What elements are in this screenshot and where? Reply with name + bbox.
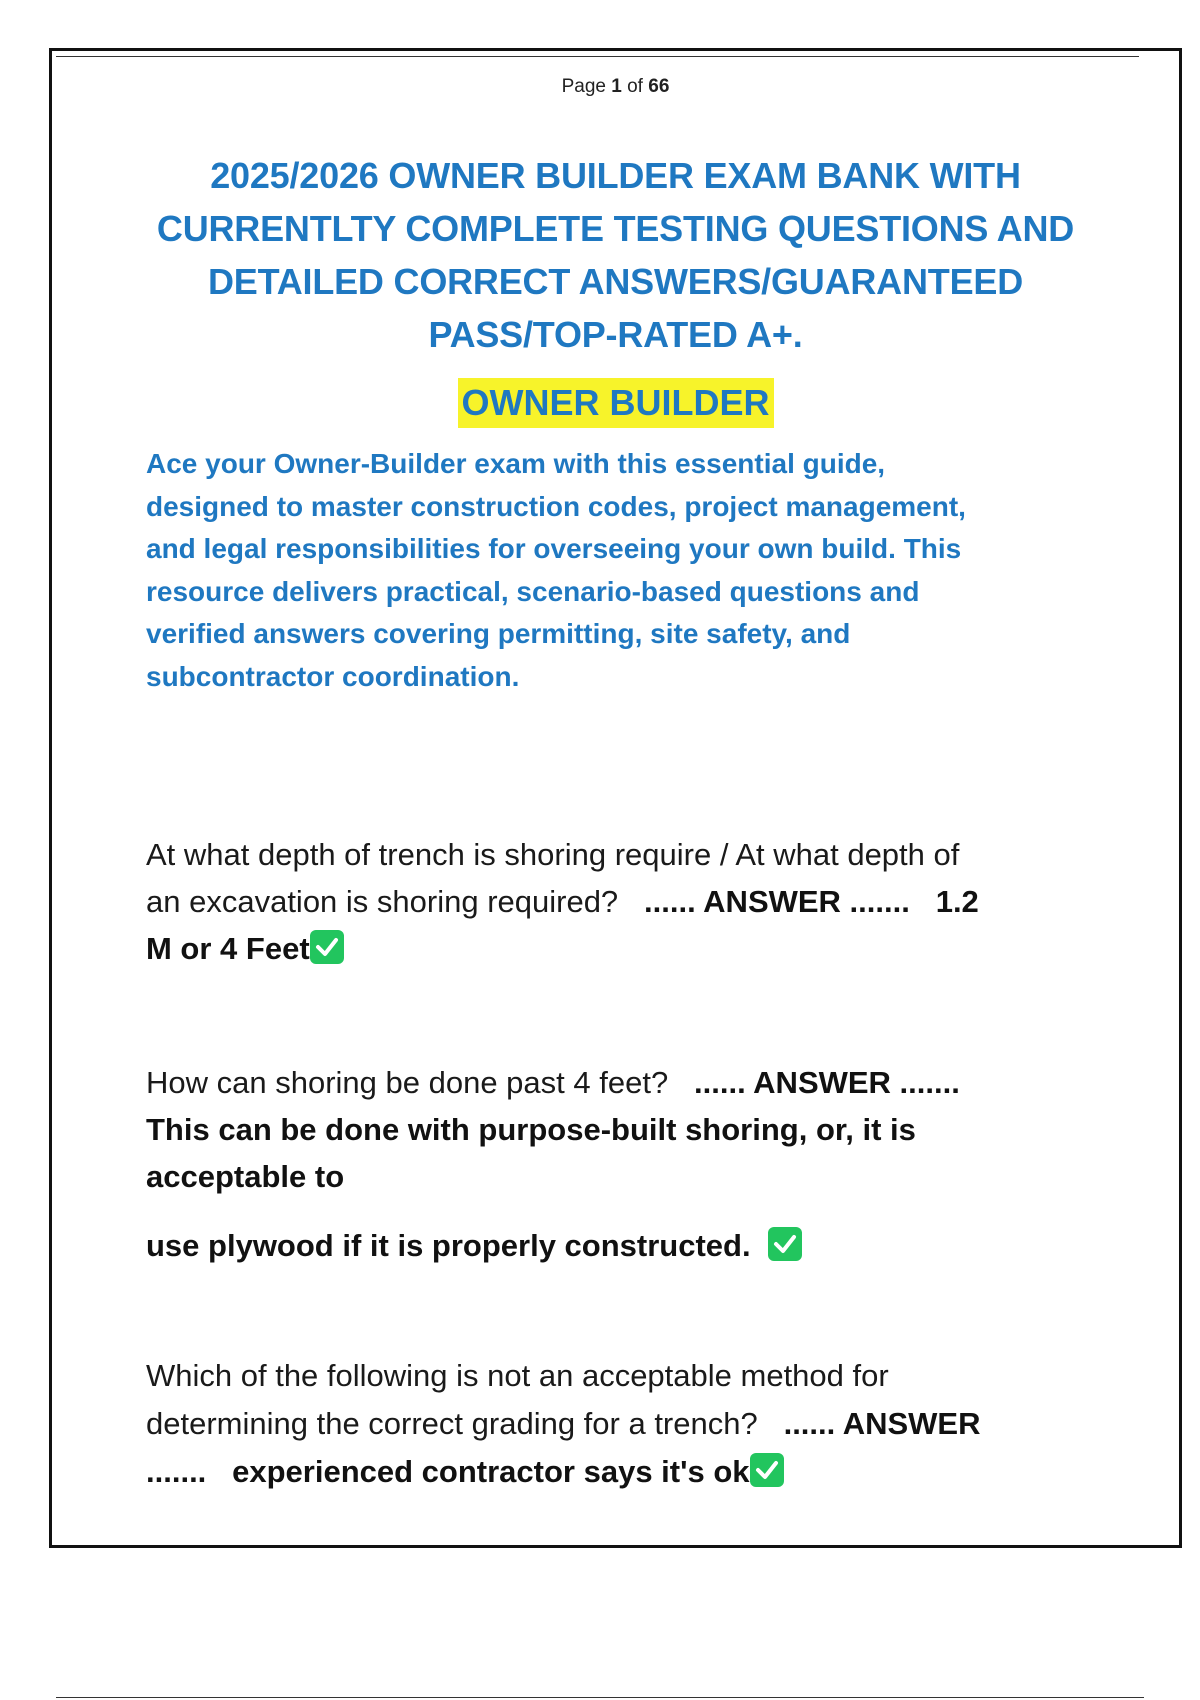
question-text: an excavation is shoring required? (146, 884, 619, 919)
intro-line: Ace your Owner-Builder exam with this essential guide, (146, 448, 886, 479)
intro-paragraph (146, 443, 1106, 699)
qa-line (146, 1059, 1136, 1106)
next-page-rule (56, 1697, 1144, 1698)
check-mark-icon (768, 1227, 802, 1261)
page-number (52, 76, 1179, 98)
answer-text: experienced contractor says it's ok (232, 1454, 750, 1489)
answer-text: M or 4 Feet (146, 931, 310, 966)
qa-item-1 (146, 831, 1136, 972)
header-rule (56, 56, 1139, 57)
qa-line (146, 925, 1136, 972)
check-mark-icon (310, 930, 344, 964)
page-number-total: 66 (648, 76, 670, 97)
subject-tag: OWNER BUILDER (458, 378, 774, 428)
answer-text: use plywood if it is properly constructed. (146, 1228, 751, 1263)
qa-item-2 (146, 1059, 1136, 1269)
qa-item-3 (146, 1352, 1136, 1496)
question-text: At what depth of trench is shoring require / At what depth of (146, 837, 960, 872)
intro-line: resource delivers practical, scenario-based questions and (146, 575, 920, 607)
question-text: determining the correct grading for a trench? (146, 1406, 758, 1441)
answer-marker: ...... ANSWER (783, 1406, 981, 1441)
intro-line: designed to master construction codes, project management, (146, 490, 966, 522)
page-number-prefix: Page (561, 76, 606, 97)
document-page (49, 48, 1182, 1548)
qa-line (146, 1448, 1136, 1496)
title-line: CURRENTLTY COMPLETE TESTING QUESTIONS AND (156, 208, 1075, 249)
subject-heading (52, 378, 1179, 428)
answer-text: acceptable to (146, 1159, 345, 1194)
qa-line (146, 878, 1136, 925)
answer-marker: ....... (146, 1454, 207, 1489)
title-line: PASS/TOP-RATED A+. (428, 314, 803, 355)
qa-line (146, 1222, 1136, 1269)
qa-line (146, 1400, 1136, 1448)
intro-line: subcontractor coordination. (146, 660, 520, 692)
page-number-current: 1 (611, 76, 622, 97)
answer-text: 1.2 (935, 884, 979, 919)
page-number-separator: of (627, 76, 643, 97)
question-text: Which of the following is not an acceptable method for (146, 1358, 889, 1393)
document-title (122, 149, 1109, 361)
answer-text: This can be done with purpose-built shoring, or, it is (146, 1112, 916, 1147)
answer-marker: ...... ANSWER ....... (694, 1065, 960, 1100)
answer-marker: ...... ANSWER ....... (644, 884, 910, 919)
title-line: DETAILED CORRECT ANSWERS/GUARANTEED (207, 261, 1023, 302)
question-text: How can shoring be done past 4 feet? (146, 1065, 669, 1100)
intro-line: and legal responsibilities for overseeing your own build. This (146, 533, 962, 565)
check-mark-icon (750, 1453, 784, 1487)
title-line: 2025/2026 OWNER BUILDER EXAM BANK WITH (210, 155, 1021, 196)
intro-line: verified answers covering permitting, site safety, and (146, 618, 851, 650)
